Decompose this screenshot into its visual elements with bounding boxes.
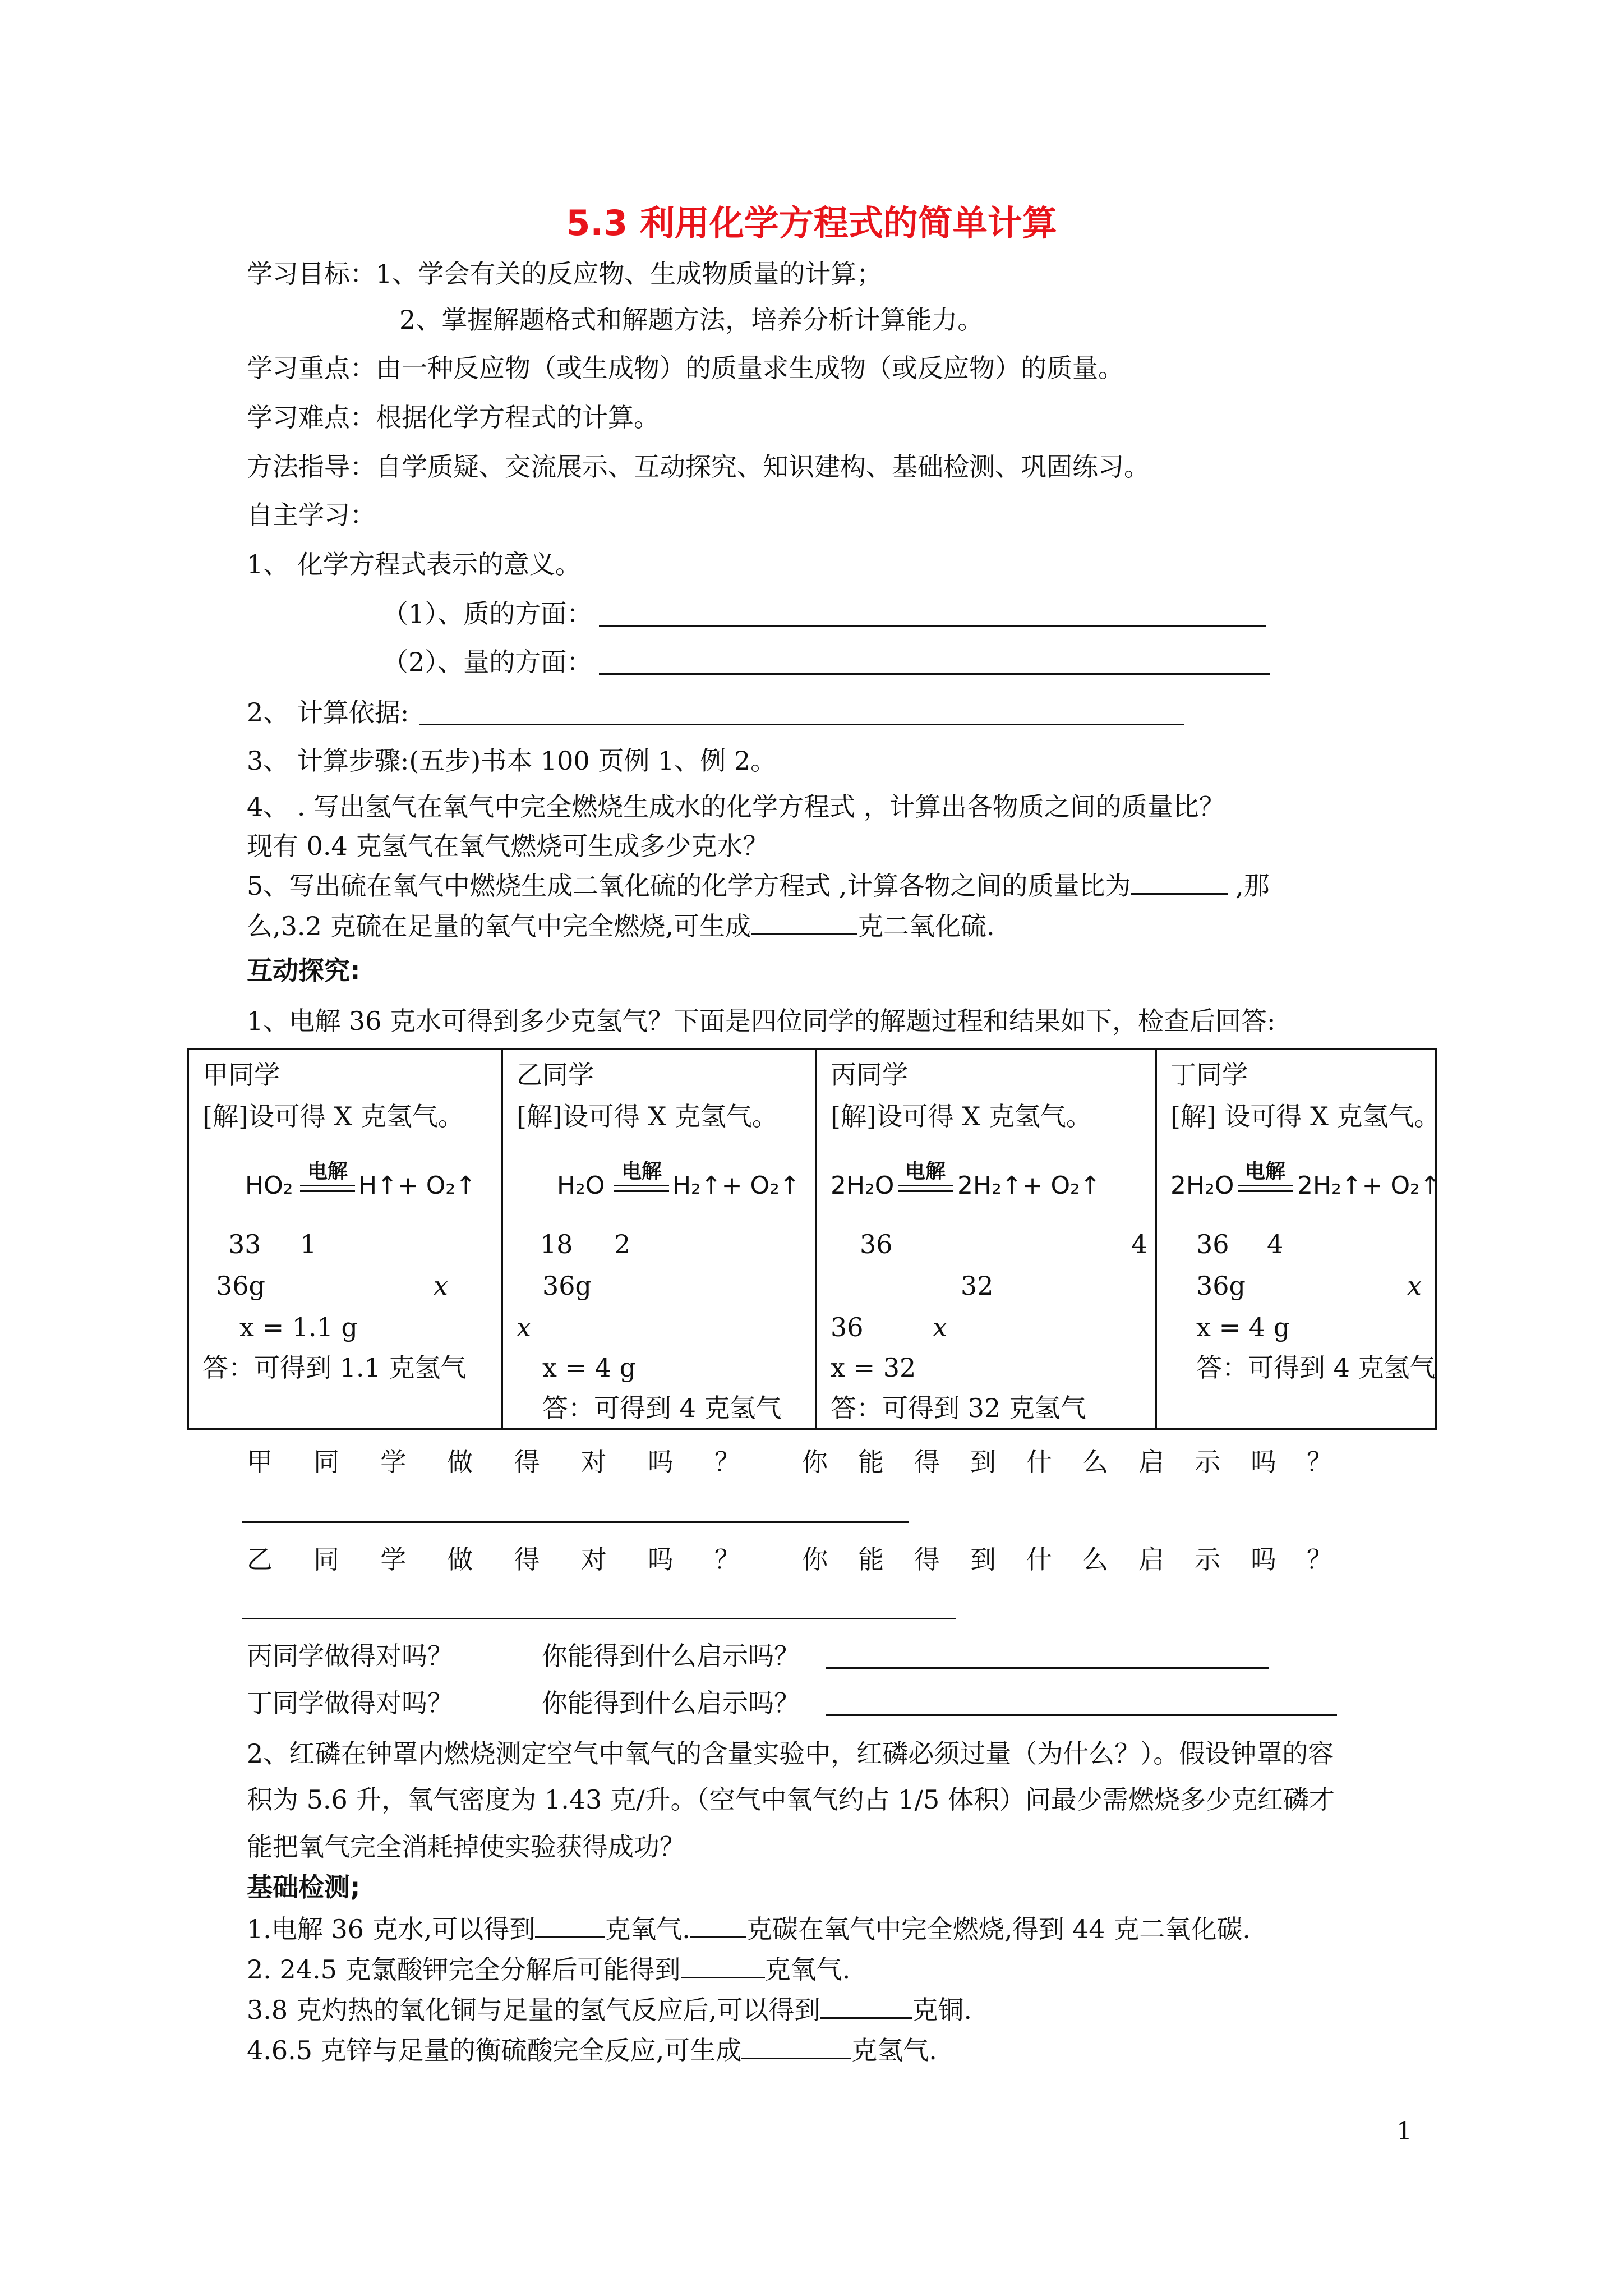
equation-right: 2H₂↑+ O₂↑ bbox=[957, 1171, 1101, 1200]
check-yi-question bbox=[247, 1543, 740, 1576]
self-study-q4-line-2: 现有 0.4 克氢气在氧气燃烧可生成多少克水？ bbox=[247, 831, 769, 861]
answer-line-q2[interactable] bbox=[419, 724, 1184, 725]
self-study-q5-line-1 bbox=[247, 868, 1270, 903]
answer: 答：可得到 4 克氢气 bbox=[542, 1393, 782, 1423]
text: 3.8 克灼热的氧化铜与足量的氢气反应后,可以得到 bbox=[247, 1995, 820, 2025]
electrolysis-arrow bbox=[1235, 1159, 1295, 1198]
answer-line-bing[interactable] bbox=[826, 1667, 1269, 1669]
page-number: 1 bbox=[1396, 2117, 1412, 2146]
learning-goals-line-2: 2、掌握解题格式和解题方法，培养分析计算能力。 bbox=[399, 305, 984, 335]
char: 得 bbox=[514, 1447, 540, 1477]
solution-setup: [解]设可得 X 克氢气。 bbox=[831, 1101, 1092, 1131]
char: 吗 bbox=[1251, 1447, 1276, 1477]
given-mass: 36g bbox=[1196, 1271, 1246, 1301]
equation-left: H₂O bbox=[557, 1171, 605, 1200]
ratio-b: 4 bbox=[1267, 1229, 1284, 1259]
text: 克氧气. bbox=[605, 1914, 690, 1944]
table-col-bing bbox=[817, 1050, 1157, 1428]
student-name: 丙同学 bbox=[831, 1060, 908, 1090]
char: 同 bbox=[313, 1544, 340, 1575]
given-mass: 36g bbox=[216, 1271, 265, 1301]
text: 克氢气. bbox=[851, 2035, 937, 2065]
char: 学 bbox=[380, 1447, 407, 1477]
self-study-q1a: （1）、质的方面： bbox=[382, 599, 593, 629]
solution-setup: [解] 设可得 X 克氢气。 bbox=[1170, 1101, 1440, 1131]
unknown-x: x bbox=[517, 1312, 531, 1342]
key-point: 学习重点：由一种反应物（或生成物）的质量求生成物（或反应物）的质量。 bbox=[247, 353, 1124, 383]
unknown-x: x bbox=[1407, 1271, 1422, 1301]
char: 学 bbox=[380, 1544, 407, 1575]
check-bing-hint: 你能得到什么启示吗？ bbox=[542, 1641, 800, 1671]
char: 到 bbox=[970, 1447, 996, 1477]
page-title: 5.3 利用化学方程式的简单计算 bbox=[566, 203, 1057, 243]
char: 对 bbox=[580, 1544, 607, 1575]
student-name: 丁同学 bbox=[1170, 1060, 1248, 1090]
check-yi-hint bbox=[802, 1543, 1332, 1576]
char: ？ bbox=[1307, 1544, 1332, 1575]
char: 你 bbox=[802, 1544, 828, 1575]
q5-text-a: 5、写出硫在氧气中燃烧生成二氧化硫的化学方程式 ,计算各物之间的质量比为 bbox=[247, 871, 1131, 901]
difficulty: 学习难点：根据化学方程式的计算。 bbox=[247, 402, 660, 432]
basics-q4 bbox=[247, 2033, 937, 2067]
char: 么 bbox=[1082, 1447, 1108, 1477]
ratio-a: 36 bbox=[1196, 1229, 1229, 1259]
given-mass: 36 bbox=[831, 1312, 864, 1342]
self-study-q2: 2、 计算依据: bbox=[247, 697, 409, 728]
explore-q1: 1、电解 36 克水可得到多少克氢气？下面是四位同学的解题过程和结果如下，检查后回答: bbox=[247, 1006, 1276, 1036]
result: x = 4 g bbox=[542, 1352, 637, 1383]
basics-q1 bbox=[247, 1912, 1251, 1946]
self-study-q1b: （2）、量的方面： bbox=[382, 647, 593, 677]
char: 吗 bbox=[647, 1544, 674, 1575]
q5-text-b: ,那 bbox=[1227, 871, 1270, 901]
char: 吗 bbox=[647, 1447, 674, 1477]
solution-setup: [解]设可得 X 克氢气。 bbox=[202, 1101, 464, 1131]
char: 得 bbox=[914, 1447, 940, 1477]
char: 得 bbox=[514, 1544, 540, 1575]
text: 克氧气. bbox=[764, 1954, 851, 1985]
explore-q2-line-2: 积为 5.6 升，氧气密度为 1.43 克/升。（空气中氧气约占 1/5 体积）问最少需燃烧多少克红磷才 bbox=[247, 1784, 1335, 1815]
equation-right: 2H₂↑+ O₂↑ bbox=[1297, 1171, 1441, 1200]
ratio-a: 36 bbox=[860, 1229, 893, 1259]
equation-left: HO₂ bbox=[245, 1171, 293, 1200]
char: 启 bbox=[1138, 1544, 1164, 1575]
equation-left: 2H₂O bbox=[1170, 1171, 1234, 1200]
explore-heading: 互动探究: bbox=[247, 955, 361, 986]
solutions-table bbox=[187, 1048, 1441, 1430]
char: 到 bbox=[970, 1544, 996, 1575]
answer-line-yi[interactable] bbox=[242, 1618, 956, 1619]
q5-text-d: 克二氧化硫. bbox=[857, 911, 995, 941]
student-name: 乙同学 bbox=[517, 1060, 594, 1090]
text: 克碳在氧气中完全燃烧,得到 44 克二氧化碳. bbox=[746, 1914, 1251, 1944]
student-name: 甲同学 bbox=[202, 1060, 280, 1090]
char: 你 bbox=[802, 1447, 828, 1477]
char: 得 bbox=[914, 1544, 940, 1575]
unknown-x: x bbox=[933, 1312, 947, 1342]
equation-right: H↑+ O₂↑ bbox=[358, 1171, 476, 1200]
answer-line-q1a[interactable] bbox=[599, 625, 1266, 627]
char: 能 bbox=[858, 1447, 884, 1477]
answer-line-jia[interactable] bbox=[242, 1521, 909, 1523]
text: 1.电解 36 克水,可以得到 bbox=[247, 1914, 536, 1944]
char: 能 bbox=[858, 1544, 884, 1575]
explore-q2-line-3: 能把氧气完全消耗掉使实验获得成功？ bbox=[247, 1832, 685, 1862]
electrolysis-arrow bbox=[896, 1159, 955, 1198]
check-bing-question: 丙同学做得对吗？ bbox=[247, 1641, 453, 1671]
ratio-a: 18 bbox=[540, 1229, 573, 1259]
table-col-ding bbox=[1157, 1050, 1441, 1428]
result: x = 4 g bbox=[1196, 1312, 1290, 1342]
q5-text-c: 么,3.2 克硫在足量的氧气中完全燃烧,可生成 bbox=[247, 911, 751, 941]
electrolysis-label: 电解 bbox=[307, 1160, 348, 1183]
equation-left: 2H₂O bbox=[831, 1171, 895, 1200]
ratio-c: 32 bbox=[961, 1271, 994, 1301]
char: 同 bbox=[313, 1447, 340, 1477]
answer-line-q1b[interactable] bbox=[599, 673, 1270, 675]
blank[interactable] bbox=[535, 1912, 605, 1938]
char: 甲 bbox=[247, 1447, 273, 1477]
explore-q2-line-1: 2、红磷在钟罩内燃烧测定空气中氧气的含量实验中，红磷必须过量（为什么？）。假设钟罩的容 bbox=[247, 1738, 1334, 1769]
char: 什 bbox=[1026, 1544, 1052, 1575]
solution-setup: [解]设可得 X 克氢气。 bbox=[517, 1101, 778, 1131]
char: ？ bbox=[1307, 1447, 1332, 1477]
check-ding-hint: 你能得到什么启示吗？ bbox=[542, 1688, 800, 1718]
char: 启 bbox=[1138, 1447, 1164, 1477]
electrolysis-label: 电解 bbox=[905, 1160, 946, 1183]
text: 克铜. bbox=[912, 1995, 972, 2025]
table-col-yi bbox=[503, 1050, 817, 1428]
basics-heading: 基础检测; bbox=[247, 1872, 361, 1902]
char: 做 bbox=[447, 1544, 473, 1575]
method-guide: 方法指导：自学质疑、交流展示、互动探究、知识建构、基础检测、巩固练习。 bbox=[247, 452, 1150, 482]
self-study-q3: 3、 计算步骤:(五步)书本 100 页例 1、例 2。 bbox=[247, 746, 777, 776]
char: 吗 bbox=[1251, 1544, 1276, 1575]
unknown-x: x bbox=[434, 1271, 448, 1301]
self-study-q4-line-1: 4、 . 写出氢气在氧气中完全燃烧生成水的化学方程式 ，计算出各物质之间的质量比？ bbox=[247, 792, 1225, 822]
char: ？ bbox=[714, 1544, 740, 1575]
blank[interactable] bbox=[690, 1912, 746, 1938]
electrolysis-label: 电解 bbox=[1244, 1160, 1285, 1183]
text: 4.6.5 克锌与足量的衡硫酸完全反应,可生成 bbox=[247, 2035, 742, 2065]
electrolysis-label: 电解 bbox=[621, 1160, 662, 1183]
ratio-b: 4 bbox=[1131, 1229, 1148, 1259]
blank[interactable] bbox=[741, 2033, 851, 2059]
electrolysis-arrow bbox=[612, 1159, 671, 1198]
self-study-heading: 自主学习： bbox=[247, 500, 376, 530]
answer: 答：可得到 32 克氢气 bbox=[831, 1393, 1086, 1423]
char: 么 bbox=[1082, 1544, 1108, 1575]
answer: 答：可得到 4 克氢气 bbox=[1196, 1352, 1436, 1383]
table-col-jia bbox=[189, 1050, 503, 1428]
q5-blank-mass[interactable] bbox=[751, 909, 857, 935]
check-jia-question bbox=[247, 1445, 740, 1479]
given-mass: 36g bbox=[542, 1271, 592, 1301]
char: 示 bbox=[1195, 1544, 1220, 1575]
result: x = 32 bbox=[831, 1352, 916, 1383]
blank[interactable] bbox=[820, 1993, 912, 2019]
self-study-q5-line-2 bbox=[247, 909, 995, 943]
basics-q3 bbox=[247, 1993, 972, 2027]
ratio-b: 2 bbox=[614, 1229, 631, 1259]
check-jia-hint bbox=[802, 1445, 1332, 1479]
basics-q2 bbox=[247, 1952, 850, 1986]
answer-line-ding[interactable] bbox=[826, 1714, 1337, 1716]
learning-goals-line-1: 学习目标：1、学会有关的反应物、生成物质量的计算； bbox=[247, 259, 883, 289]
text: 2. 24.5 克氯酸钾完全分解后可能得到 bbox=[247, 1954, 681, 1985]
q5-blank-ratio[interactable] bbox=[1131, 868, 1228, 895]
check-ding-question: 丁同学做得对吗？ bbox=[247, 1688, 453, 1718]
ratio-a: 33 bbox=[228, 1229, 261, 1259]
blank[interactable] bbox=[681, 1952, 765, 1978]
equation-right: H₂↑+ O₂↑ bbox=[672, 1171, 800, 1200]
self-study-q1: 1、 化学方程式表示的意义。 bbox=[247, 549, 581, 579]
char: 对 bbox=[580, 1447, 607, 1477]
answer: 答：可得到 1.1 克氢气 bbox=[202, 1352, 467, 1383]
char: 乙 bbox=[247, 1544, 273, 1575]
electrolysis-arrow bbox=[298, 1159, 357, 1198]
ratio-b: 1 bbox=[300, 1229, 317, 1259]
char: ？ bbox=[714, 1447, 740, 1477]
result: x = 1.1 g bbox=[239, 1312, 358, 1342]
char: 什 bbox=[1026, 1447, 1052, 1477]
char: 示 bbox=[1195, 1447, 1220, 1477]
char: 做 bbox=[447, 1447, 473, 1477]
